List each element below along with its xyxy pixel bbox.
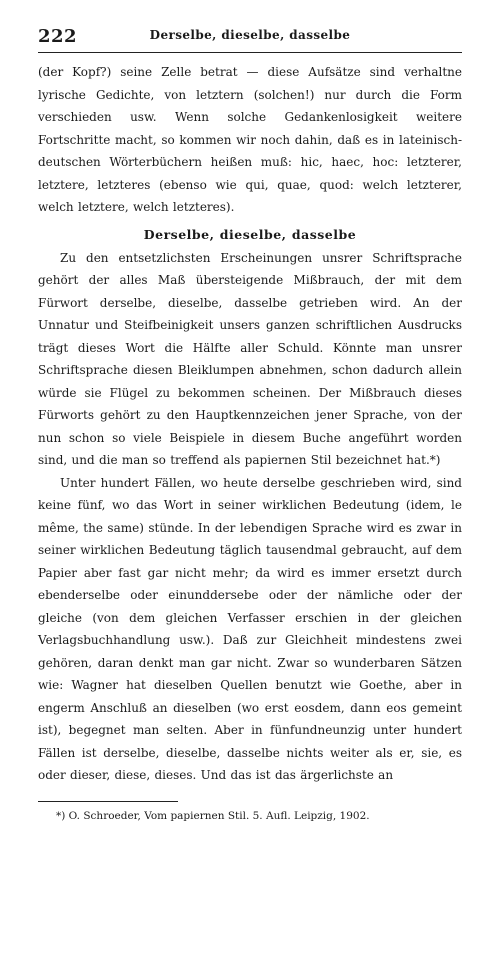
body-text — [38, 61, 462, 787]
paragraph-continued: (der Kopf?) seine Zelle betrat — diese Aufsätze sind verhaltne lyrische Gedichte, von letztern (solchen!) nur durch die Form verschieden usw. Wenn solche Gedankenlosigkeit weitere Fortschritte macht, so kommen wir noch dahin, daß es in lateinisch-deutschen Wörterbüchern heißen muß: hic, haec, hoc: letzterer, letztere, letzteres (ebenso wie qui, quae, quod: welch letzterer, welch letztere, welch letzteres). — [38, 65, 462, 214]
book-page — [38, 22, 462, 824]
paragraph-main: Unter hundert Fällen, wo heute derselbe geschrieben wird, sind keine fünf, wo das Wort in seiner wirklichen Bedeutung (idem, le même, the same) stünde. In der lebendigen Sprache wird es zwar in seiner wirklichen Bedeutung täglich tausendmal gebraucht, auf dem Papier aber fast gar nicht mehr; da wird es immer ersetzt durch ebenderselbe oder einunddersebe oder der nämliche oder der gleiche (von dem gleichen Verfasser erschien in der gleichen Verlagsbuchhandlung usw.). Daß zur Gleichheit mindestens zwei gehören, daran denkt man gar nicht. Zwar so wunderbaren Sätzen wie: Wagner hat dieselben Quellen benutzt wie Goethe, aber in engerm Anschluß an dieselben (wo erst eosdem, dann eos gemeint ist), begegnet man selten. Aber in fünfundneunzig unter hundert Fällen ist derselbe, dieselbe, dasselbe nichts weiter als er, sie, es oder dieser, diese, dieses. Und das ist das ärgerlichste an — [38, 475, 462, 782]
section-title: Derselbe, dieselbe, dasselbe — [143, 226, 357, 242]
footnote: *) O. Schroeder, Vom papiernen Stil. 5. Aufl. Leipzig, 1902. — [56, 809, 370, 822]
running-head: Derselbe, dieselbe, dasselbe — [149, 28, 351, 42]
footnote-divider — [38, 801, 178, 802]
paragraph-intro: Zu den entsetzlichsten Erscheinungen unsrer Schriftsprache gehört der alles Maß übersteigende Mißbrauch, der mit dem Fürwort derselbe, dieselbe, dasselbe getrieben wird. An der Unnatur und Steifbeinigkeit unsers ganzen schriftlichen Ausdrucks trägt dieses Wort die Hälfte aller Schuld. Könnte man unsrer Schriftsprache diesen Bleiklumpen abnehmen, schon dadurch allein würde sie Flügel zu bekommen scheinen. Der Mißbrauch dieses Fürworts gehört zu den Hauptkennzeichen jener Sprache, von der nun schon so viele Beispiele in diesem Buche angeführt worden sind, und die man so treffend als papiernen Stil bezeichnet hat.*) — [38, 250, 462, 467]
page-header — [38, 22, 462, 53]
page-number: 222 — [38, 26, 78, 47]
